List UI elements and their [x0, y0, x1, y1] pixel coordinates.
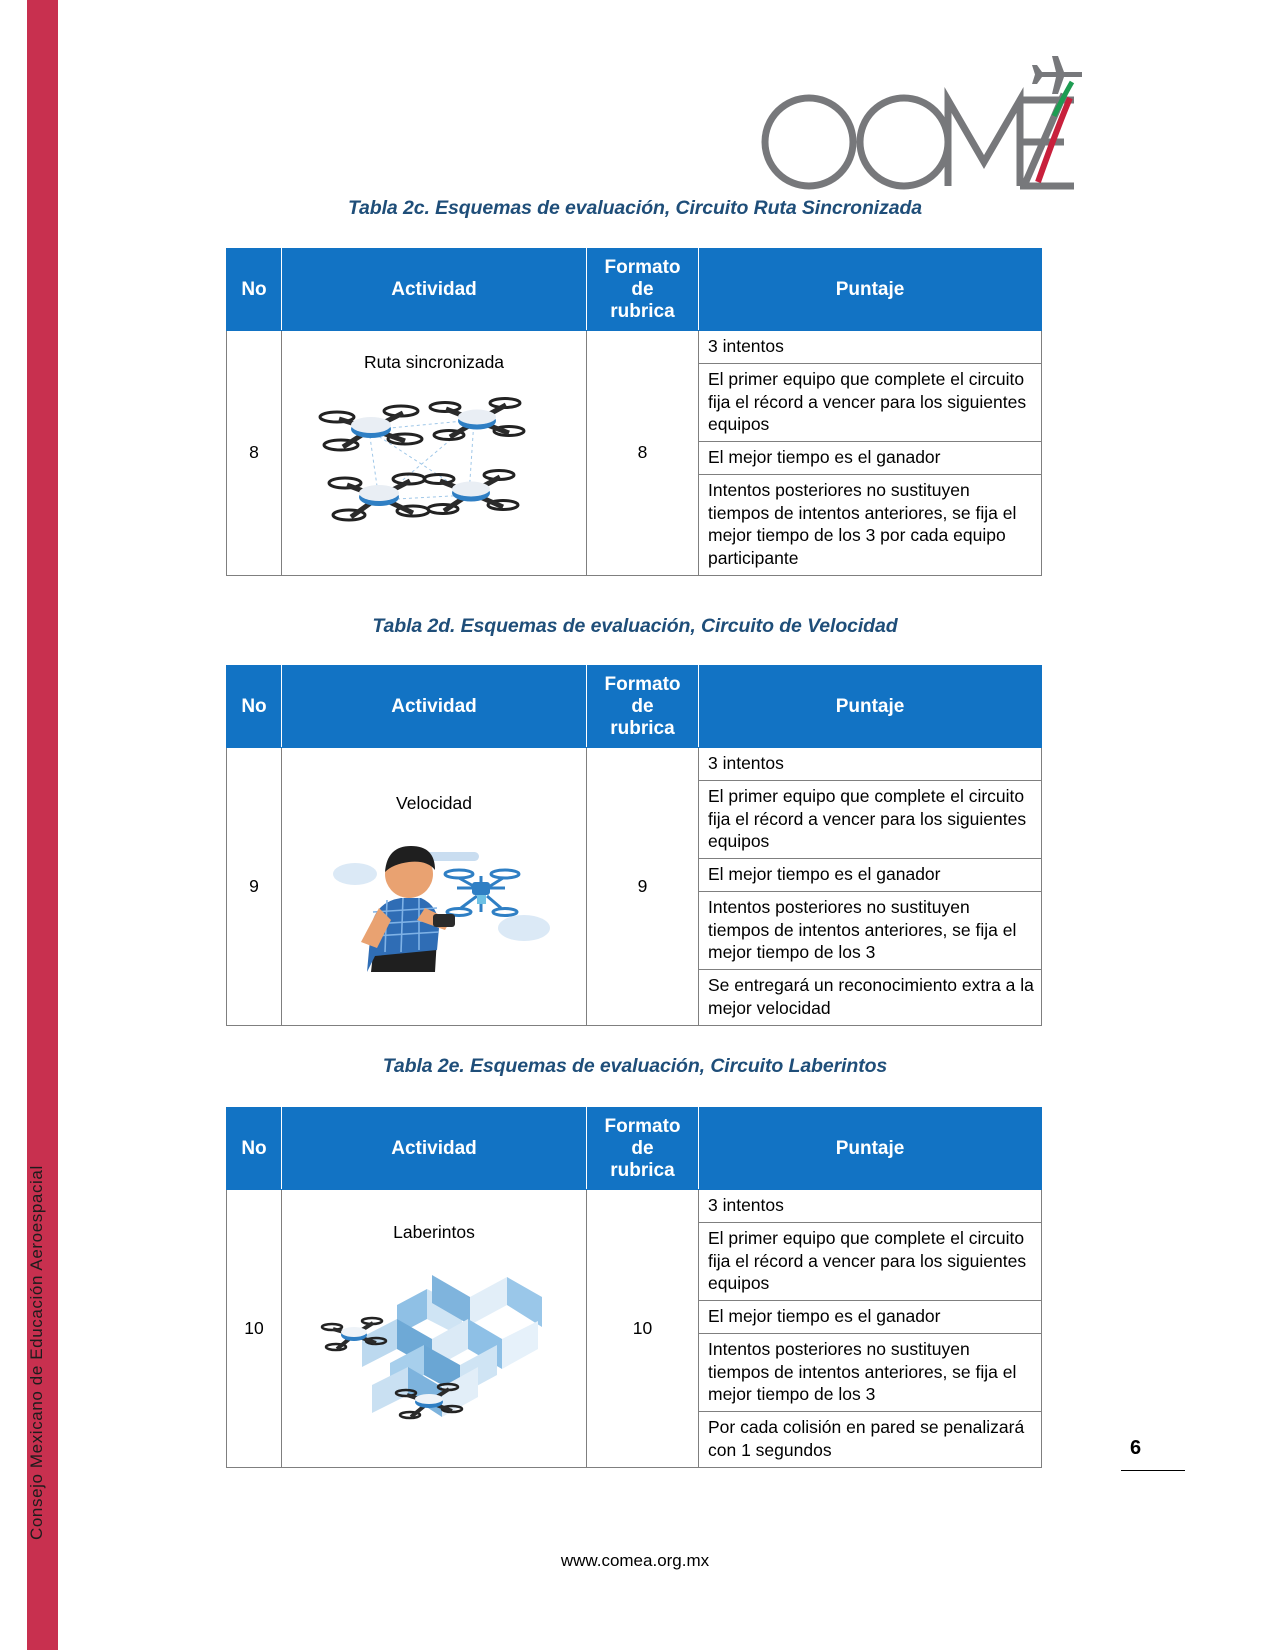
eval-table-2c [226, 248, 1042, 576]
page-number-rule [1121, 1470, 1185, 1471]
cell-puntaje-item: Por cada colisión en pared se penalizará con 1 segundos [699, 1412, 1042, 1468]
th-formato-rubrica [587, 1108, 699, 1190]
th-puntaje: Puntaje [699, 666, 1042, 748]
activity-label: Ruta sincronizada [363, 351, 505, 372]
page-number: 6 [1130, 1437, 1142, 1459]
cell-puntaje-item: 3 intentos [699, 1190, 1042, 1223]
cell-actividad [282, 331, 587, 576]
cell-puntaje-item: El primer equipo que complete el circuito fija el récord a vencer para los siguientes equipos [699, 1222, 1042, 1300]
th-formato-line1: Formato [604, 256, 681, 278]
cell-actividad [282, 1190, 587, 1468]
cell-puntaje-item: Intentos posteriores no sustituyen tiempos de intentos anteriores, se fija el mejor tiempo de los 3 [699, 891, 1042, 969]
eval-table-2e [226, 1107, 1042, 1468]
th-no: No [227, 666, 282, 748]
table-row [227, 331, 1042, 364]
table-row [227, 748, 1042, 781]
table-caption-2d: Tabla 2d. Esquemas de evaluación, Circuito de Velocidad [372, 615, 898, 637]
th-actividad: Actividad [282, 666, 587, 748]
sidebar-vertical-label: Consejo Mexicano de Educación Aeroespacial [27, 1165, 46, 1540]
th-puntaje: Puntaje [699, 249, 1042, 331]
eval-table-2d [226, 665, 1042, 1026]
table-header-row [227, 249, 1042, 331]
cell-formato: 10 [587, 1190, 699, 1468]
th-formato-rubrica [587, 249, 699, 331]
remote-controller [433, 914, 455, 927]
th-actividad: Actividad [282, 249, 587, 331]
person-glyph [361, 846, 455, 972]
cloud-shape [333, 863, 377, 885]
th-formato-line1: Formato [604, 1115, 681, 1137]
th-formato-rubrica [587, 666, 699, 748]
cell-puntaje-item: Se entregará un reconocimiento extra a la mejor velocidad [699, 970, 1042, 1026]
th-no: No [227, 249, 282, 331]
drone-glyph [424, 470, 518, 513]
th-formato-line2: de [631, 1137, 654, 1159]
activity-label: Laberintos [393, 1222, 475, 1243]
drone-glyph [445, 870, 519, 916]
cloud-shape [498, 915, 550, 941]
th-formato-line3: rubrica [610, 300, 675, 322]
cell-puntaje-item: El mejor tiempo es el ganador [699, 442, 1042, 475]
table-row [227, 1190, 1042, 1223]
cell-formato: 9 [587, 748, 699, 1026]
cell-formato: 8 [587, 331, 699, 576]
th-formato-line1: Formato [604, 673, 681, 695]
table-caption-2e: Tabla 2e. Esquemas de evaluación, Circuito Laberintos [382, 1055, 888, 1077]
th-formato-line3: rubrica [610, 717, 675, 739]
cell-puntaje-item: El mejor tiempo es el ganador [699, 1301, 1042, 1334]
table-header-row [227, 1108, 1042, 1190]
drone-glyph [430, 398, 524, 439]
cell-no: 8 [227, 331, 282, 576]
cell-puntaje-item: El primer equipo que complete el circuito fija el récord a vencer para los siguientes equipos [699, 780, 1042, 858]
cell-actividad [282, 748, 587, 1026]
cell-puntaje-item: Intentos posteriores no sustituyen tiempos de intentos anteriores, se fija el mejor tiempo de los 3 por cada equipo participante [699, 474, 1042, 575]
cell-no: 10 [227, 1190, 282, 1468]
table-caption-2c: Tabla 2c. Esquemas de evaluación, Circuito Ruta Sincronizada [347, 197, 923, 219]
th-actividad: Actividad [282, 1108, 587, 1190]
th-formato-line2: de [631, 278, 654, 300]
cell-no: 9 [227, 748, 282, 1026]
cell-puntaje-item: 3 intentos [699, 748, 1042, 781]
drone-glyph [329, 474, 429, 520]
cell-puntaje-item: El mejor tiempo es el ganador [699, 859, 1042, 892]
cell-puntaje-item: El primer equipo que complete el circuito fija el récord a vencer para los siguientes equipos [699, 363, 1042, 441]
th-formato-line2: de [631, 695, 654, 717]
person-with-drone-controller-icon [309, 816, 559, 976]
cell-puntaje-item: 3 intentos [699, 331, 1042, 364]
multi-drone-swarm-icon [309, 375, 559, 550]
footer-url: www.comea.org.mx [560, 1551, 710, 1570]
table-header-row [227, 666, 1042, 748]
isometric-maze-with-drones-icon [302, 1245, 567, 1430]
maze-walls [362, 1275, 542, 1417]
th-no: No [227, 1108, 282, 1190]
th-puntaje: Puntaje [699, 1108, 1042, 1190]
th-formato-line3: rubrica [610, 1159, 675, 1181]
cell-puntaje-item: Intentos posteriores no sustituyen tiempos de intentos anteriores, se fija el mejor tiempo de los 3 [699, 1333, 1042, 1411]
activity-label: Velocidad [396, 792, 472, 813]
